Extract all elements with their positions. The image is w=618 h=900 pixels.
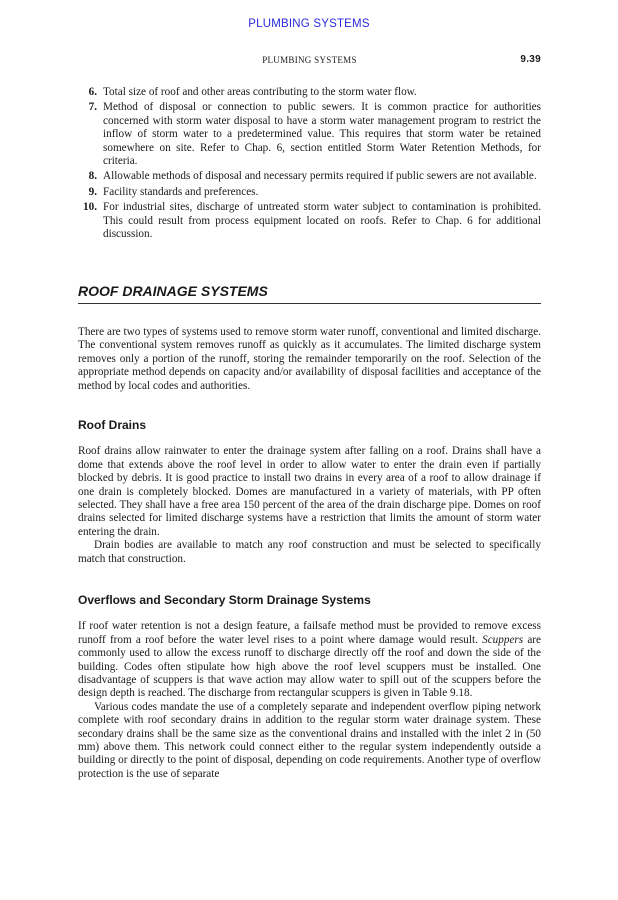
page-body xyxy=(78,86,541,781)
list-item-text: Allowable methods of disposal and necessary permits required if public sewers are not available. xyxy=(103,170,537,183)
document-title: PLUMBING SYSTEMS xyxy=(248,18,370,30)
list-item xyxy=(78,101,541,168)
list-item-text: Facility standards and preferences. xyxy=(103,185,259,198)
section-heading: ROOF DRAINAGE SYSTEMS xyxy=(78,285,541,303)
page-number: 9.39 xyxy=(520,54,541,65)
list-item xyxy=(78,170,541,183)
overflows-paragraph-2: Various codes mandate the use of a completely separate and independent overflow piping network complete with roof secondary drains in addition to the regular storm water drainage system. These secondary drains shall be the same size as the conventional drains and installed with the inlet 2 in (50 mm) above them. This network could connect either to the regular system independently outside a building or directly to the point of disposal, depending on code requirements. Another type of overflow protection is the use of separate xyxy=(78,700,541,780)
list-item-number: 9. xyxy=(88,185,97,198)
overflows-paragraph-1 xyxy=(78,620,541,700)
list-item-number: 10. xyxy=(83,201,97,214)
list-item-text: Method of disposal or connection to public sewers. It is common practice for authorities concerned with storm water disposal to have a storm water management program to restrict the inflow of storm water to a predetermined value. This requires that storm water be retained somewhere on site. Refer to Chap. 6, section entitled Storm Water Retention Methods, for criteria. xyxy=(103,101,541,168)
section-intro-paragraph: There are two types of systems used to remove storm water runoff, conventional and limited discharge. The conventional system removes runoff as quickly as it accumulates. The limited discharge system removes only a portion of the runoff, storing the remainder temporarily on the roof. Selection of the appropriate method depends on capacity and/or availability of disposal facilities and acceptance of the method by local codes and authorities. xyxy=(78,325,541,392)
roof-drains-paragraph-1: Roof drains allow rainwater to enter the drainage system after falling on a roof. Drains shall have a dome that extends above the roof level in order to allow water to enter the drain even if partially blocked by debris. It is good practice to install two drains in every area of a roof to allow drainage if one drain is completely blocked. Domes are manufactured in a variety of materials, with PP often selected. They shall have a free area 150 percent of the area of the drain discharge pipe. Domes on roof drains selected for limited discharge systems have a restriction that limits the amount of storm water entering the drain. xyxy=(78,445,541,538)
subsection-heading-overflows: Overflows and Secondary Storm Drainage Systems xyxy=(78,592,371,607)
running-head-title: PLUMBING SYSTEMS xyxy=(262,55,357,65)
list-item xyxy=(78,86,541,99)
overflows-paragraph-1-start: If roof water retention is not a design feature, a failsafe method must be provided to remove excess runoff from a roof before the water level rises to a point where damage would result. xyxy=(78,620,541,646)
running-head xyxy=(78,55,541,69)
list-item-text: For industrial sites, discharge of untreated storm water subject to contamination is prohibited. This could result from process equipment located on roofs. Refer to Chap. 6 for additional discussion. xyxy=(103,201,541,241)
list-item xyxy=(78,186,541,199)
scuppers-term: Scuppers xyxy=(482,633,524,646)
list-item-text: Total size of roof and other areas contributing to the storm water flow. xyxy=(103,86,417,98)
subsection-heading-roof-drains: Roof Drains xyxy=(78,417,147,432)
list-item-number: 7. xyxy=(88,101,97,114)
list-item-number: 6. xyxy=(88,86,97,98)
roof-drains-paragraph-2: Drain bodies are available to match any roof construction and must be selected to specifically match that construction. xyxy=(78,539,541,565)
list-item-number: 8. xyxy=(88,170,97,183)
list-item xyxy=(78,201,541,241)
overflows-paragraph-1-end: are commonly used to allow the excess runoff to discharge directly off the roof and down the side of the building. Codes often stipulate how high above the roof level scuppers must be installed. One disadvantage of scuppers is that wave action may allow water to spill out of the scuppers before the design depth is reached. The discharge from rectangular scuppers is given in Table 9.18. xyxy=(78,633,541,700)
criteria-list xyxy=(78,86,541,241)
